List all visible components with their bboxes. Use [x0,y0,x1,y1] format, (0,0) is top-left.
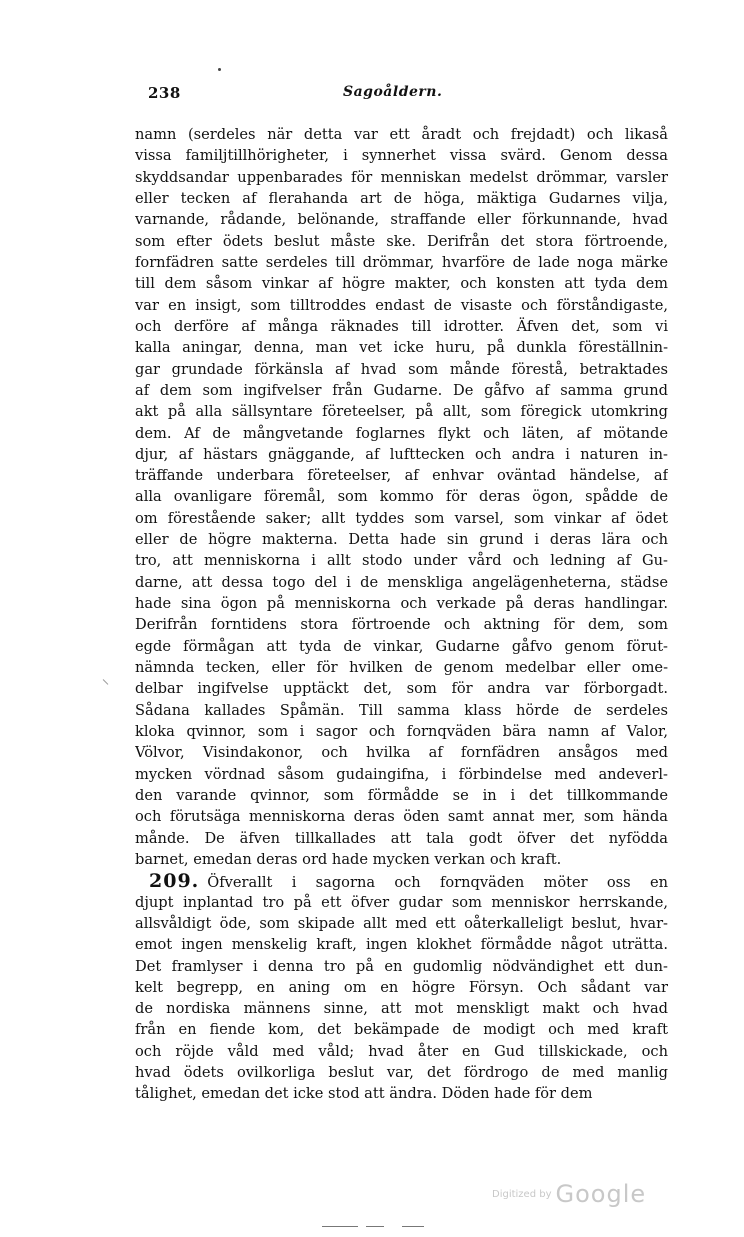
text-line: emot ingen menskelig kraft, ingen klokhet förmådde något uträtta. [135,936,668,954]
text-line: och derföre af många räknades till idrotter. Äfven det, som vi [135,317,668,335]
page-number: 238 [148,84,181,102]
text-line: nämnda tecken, eller för hvilken de genom medelbar eller ome- [135,659,668,676]
margin-mark [103,674,114,685]
text-line: de nordiska männens sinne, att mot menskligt makt och hvad [135,1000,668,1018]
text-line: som efter ödets beslut måste ske. Derifrån det stora förtroende, [135,232,668,250]
text-line: allsvåldigt öde, som skipade allt med ett oåterkalleligt beslut, hvar- [135,914,668,932]
text-line: var en insigt, som tilltroddes endast de visaste och förståndigaste, [135,296,668,314]
digitization-watermark [492,1180,646,1208]
text-line: barnet, emedan deras ord hade mycken verkan och kraft. [135,850,562,868]
text-line: kalla aningar, denna, man vet icke huru, på dunkla föreställnin- [135,339,668,357]
text-line: vissa familjtillhörigheter, i synnerhet vissa svärd. Genom dessa [135,147,668,165]
text-line: den varande qvinnor, som förmådde se in i det tillkommande [135,786,668,804]
text-line: Völvor, Visindakonor, och hvilka af fornfädren ansågos med [135,744,668,762]
text-line: gar grundade förkänsla af hvad som månde förestå, betraktades [135,360,668,378]
text-line: Derifrån forntidens stora förtroende och aktning för dem, som [135,616,668,634]
text-line: hade sina ögon på menniskorna och verkade på deras handlingar. [135,595,668,612]
text-line: djupt inplantad tro på ett öfver gudar som menniskor herrskande, [135,893,668,911]
text-line: djur, af hästars gnäggande, af lufttecken och andra i naturen in- [135,445,668,463]
text-line: Sådana kallades Spåmän. Till samma klass hörde de serdeles [135,701,668,719]
text-line: skyddsandar uppenbarades för menniskan medelst drömmar, varsler [135,168,668,186]
text-line: delbar ingifvelse upptäckt det, som för andra var förborgadt. [135,680,668,698]
text-line: namn (serdeles när detta var ett åradt och frejdadt) och likaså [135,126,668,143]
running-head: Sagoåldern. [343,84,443,100]
bottom-rule-right [402,1226,424,1227]
text-line: eller tecken af flerahanda art de höga, mäktiga Gudarnes vilja, [135,190,668,207]
text-line: Det framlyser i denna tro på en gudomlig nödvändighet ett dun- [135,957,668,975]
page-header [138,84,668,106]
text-line: af dem som ingifvelser från Gudarne. De gåfvo af samma grund [135,381,668,399]
bottom-rule-middle [366,1226,384,1227]
text-line: egde förmågan att tyda de vinkar, Gudarne gåfvo genom förut- [135,637,668,655]
watermark-prefix: Digitized by [492,1188,552,1200]
text-line-content: Öfverallt i sagorna och fornqväden möter oss en [207,874,668,892]
text-line: om förestående saker; allt tyddes som varsel, som vinkar af ödet [135,509,668,527]
text-line: darne, att dessa togo del i de menskliga angelägenheterna, städse [135,573,668,591]
text-line: dem. Af de mångvetande foglarnes flykt och läten, af mötande [135,424,668,442]
section-number: 209. [149,870,200,893]
text-line: akt på alla sällsyntare företeelser, på allt, som föregick utomkring [135,403,668,421]
watermark-brand: Google [555,1180,647,1208]
text-line: kloka qvinnor, som i sagor och fornqväden bära namn af Valor, [135,723,668,740]
text-line: varnande, rådande, belönande, straffande eller förkunnande, hvad [135,211,668,229]
text-line: träffande underbara företeelser, af enhvar oväntad händelse, af [135,467,668,485]
text-line: alla ovanligare föremål, som kommo för deras ögon, spådde de [135,488,668,506]
text-line: eller de högre makterna. Detta hade sin grund i deras lära och [135,531,668,549]
bottom-rule-left [322,1226,358,1227]
text-line: från en fiende kom, det bekämpade de modigt och med kraft [135,1021,668,1039]
text-line: fornfädren satte serdeles till drömmar, hvarföre de lade noga märke [135,253,668,271]
print-speck [218,68,221,71]
text-line: månde. De äfven tillkallades att tala godt öfver det nyfödda [135,829,668,847]
text-line: kelt begrepp, en aning om en högre Försyn. Och sådant var [135,978,668,996]
text-line: och förutsäga menniskorna deras öden samt annat mer, som hända [135,808,668,826]
text-line: tålighet, emedan det icke stod att ändra. Döden hade för dem [135,1085,593,1103]
text-line: tro, att menniskorna i allt stodo under vård och ledning af Gu- [135,552,668,570]
text-line: och röjde våld med våld; hvad åter en Gud tillskickade, och [135,1042,668,1060]
text-line: hvad ödets ovilkorliga beslut var, det fördrogo de med manlig [135,1064,668,1082]
text-line: till dem såsom vinkar af högre makter, och konsten att tyda dem [135,275,668,293]
text-line [149,870,668,892]
text-line: mycken vördnad såsom gudaingifna, i förbindelse med andeverl- [135,765,668,783]
